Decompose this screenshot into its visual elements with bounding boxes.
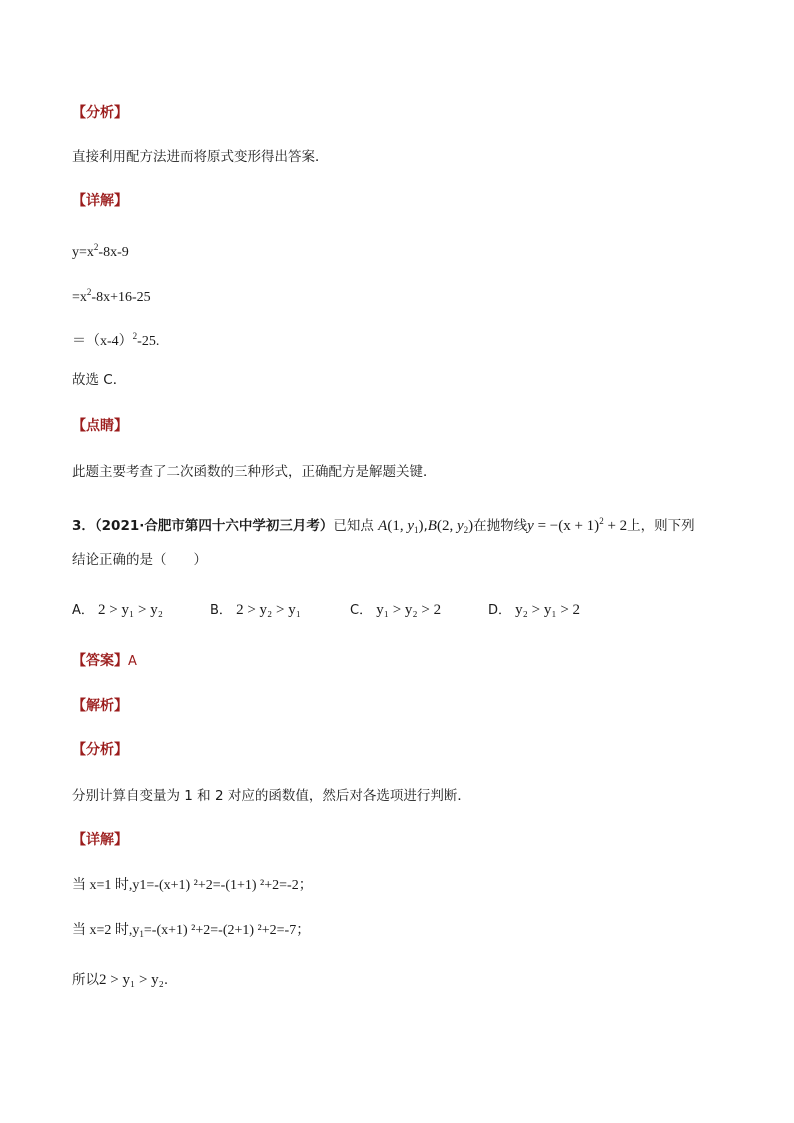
point-b: B(2, $y_2$) (427, 518, 474, 535)
equation-line-1: $y=x^2-8x-9$ (72, 242, 129, 260)
question-3-stem-line-2: 结论正确的是（ ） (72, 552, 207, 568)
calculation-line-2: 当 x=2 时$,y_1=-(x+1)$ ²+2=-(2+1) ²+2=-7； (72, 923, 311, 939)
solution-heading: 【解析】 (72, 698, 128, 714)
conclusion-line: 所以2 > y₁ > y₂. (72, 972, 169, 988)
equation-line-3: $=(x-4)^2-25$. (72, 331, 160, 349)
solution-analysis-text: 分别计算自变量为 1 和 2 对应的函数值，然后对各选项进行判断． (72, 788, 471, 804)
analysis-text: 直接利用配方法进而将原式变形得出答案． (72, 149, 329, 165)
answer-heading: 【答案】 (72, 653, 128, 669)
option-c: C． y₁ > y₂ > 2 (350, 602, 442, 618)
answer-value: A (128, 654, 137, 669)
choice-text: 故选 C． (72, 372, 127, 388)
detail-heading: 【详解】 (72, 193, 128, 209)
answer-line (72, 651, 137, 672)
point-a: A(1, $y_1$) (378, 518, 424, 535)
conclusion-expression: 2 > y₁ > y₂ (99, 972, 164, 988)
equation-line-2: $=x^2-8x+16-25$ (72, 287, 151, 305)
comment-text: 此题主要考查了二次函数的三种形式，正确配方是解题关键． (72, 464, 437, 480)
question-source: （2021·合肥市第四十六中学初三月考） (94, 518, 334, 534)
option-b: B． 2 > y₂ > y₁ (210, 602, 301, 618)
parabola-equation: $y = -(x + 1)^2 + 2$ (527, 516, 628, 534)
question-number: 3． (72, 518, 95, 534)
solution-detail-heading: 【详解】 (72, 832, 128, 848)
option-d: D． y₂ > y₁ > 2 (488, 602, 581, 618)
option-a: A． 2 > y₁ > y₂ (72, 602, 163, 618)
comment-heading: 【点睛】 (72, 418, 128, 434)
analysis-heading: 【分析】 (72, 105, 128, 121)
solution-analysis-heading: 【分析】 (72, 742, 128, 758)
calculation-line-1: 当 x=1 时,y1=-(x+1) ²+2=-(1+1) ²+2=-2； (72, 878, 313, 893)
question-3-stem: 3．（2021·合肥市第四十六中学初三月考）已知点 A(1, $y_1),B(2$, $y_2$)在抛物线$y = -(x + 1)^2 + 2$上，则下列 (72, 516, 695, 535)
